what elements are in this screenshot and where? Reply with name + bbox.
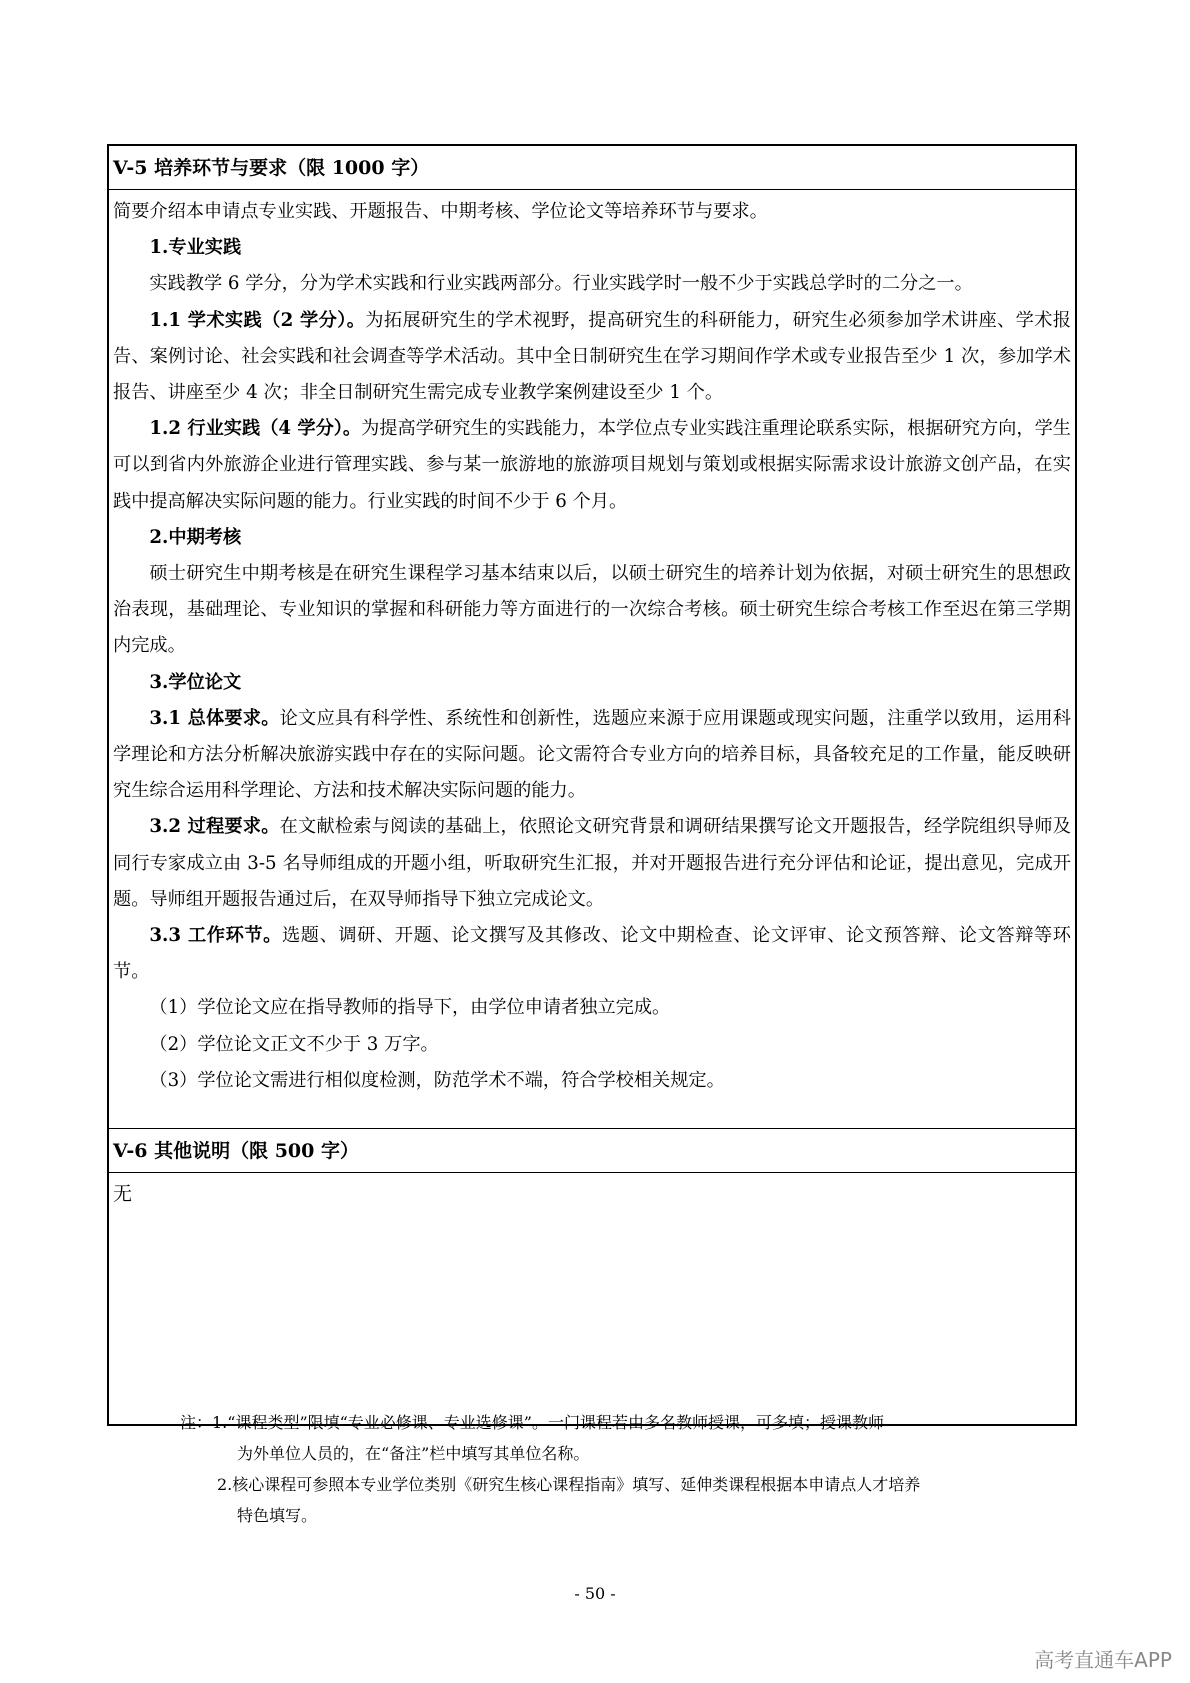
list-item: （1）学位论文应在指导教师的指导下，由学位申请者独立完成。 [149,997,671,1019]
thesis-process-text: 在文献检索与阅读的基础上，依照论文研究背景和调研结果撰写论文开题报告，经学院组织导师及同行专家成立由 3-5 名导师组成的开题小组，听取研究生汇报，并对开题报告进行充分评估和论证，提出意见，完成开题。导师组开题报告通过后，在双导师指导下独立完成论文。 [113,816,1071,910]
training-form-table [107,144,1077,1426]
industry-practice-paragraph [113,411,1071,520]
heading-practice: 1.专业实践 [149,237,242,259]
note-2-line-2: 特色填写。 [237,1506,318,1525]
thesis-steps-text: 选题、调研、开题、论文撰写及其修改、论文中期检查、论文评审、论文预答辩、论文答辩等环节。 [113,925,1071,983]
thesis-general-text: 论文应具有科学性、系统性和创新性，选题应来源于应用课题或现实问题，注重学以致用，运用科学理论和方法分析解决旅游实践中存在的实际问题。论文需符合专业方向的培养目标，具备较充足的工作量，能反映研究生综合运用科学理论、方法和技术解决实际问题的能力。 [113,707,1071,802]
heading-midterm: 2.中期考核 [149,526,242,548]
note-1-line-1: 注：1.“课程类型”限填“专业必修课、专业选修课”。一门课程若由多名教师授课，可多填；授课教师 [180,1413,884,1432]
footnotes [180,1407,1040,1531]
thesis-process-paragraph [113,809,1071,918]
section-v5-body [109,190,1075,1129]
section-v6-body [109,1173,1075,1424]
section-v5-title: V-5 培养环节与要求（限 1000 字） [109,146,1075,190]
thesis-general-paragraph [113,701,1071,810]
thesis-process-label: 3.2 过程要求。 [149,816,280,838]
industry-practice-label: 1.2 行业实践（4 学分）。 [149,418,362,440]
academic-practice-text: 为拓展研究生的学术视野，提高研究生的科研能力，研究生必须参加学术讲座、学术报告、案例讨论、社会实践和社会调查等学术活动。其中全日制研究生在学习期间作学术或专业报告至少 1 次，参加学术报告、讲座至少 4 次；非全日制研究生需完成专业教学案例建设至少 1 个。 [113,309,1071,404]
list-item: （3）学位论文需进行相似度检测，防范学术不端，符合学校相关规定。 [149,1069,725,1091]
page-number: - 50 - [574,1584,616,1603]
industry-practice-text: 为提高学研究生的实践能力，本学位点专业实践注重理论联系实际，根据研究方向，学生可以到省内外旅游企业进行管理实践、参与某一旅游地的旅游项目规划与策划或根据实际需求设计旅游文创产品，在实践中提高解决实际问题的能力。行业实践的时间不少于 6 个月。 [113,418,1071,512]
academic-practice-label: 1.1 学术实践（2 学分）。 [149,309,366,331]
watermark: 高考直通车APP [1034,1648,1172,1672]
section-v6-title: V-6 其他说明（限 500 字） [109,1129,1075,1173]
practice-paragraph: 实践教学 6 学分，分为学术实践和行业实践两部分。行业实践学时一般不少于实践总学时的二分之一。 [149,273,973,295]
section-v6-content: 无 [113,1183,133,1205]
thesis-general-label: 3.1 总体要求。 [149,707,280,729]
note-1-line-2: 为外单位人员的，在“备注”栏中填写其单位名称。 [237,1444,590,1463]
list-item: （2）学位论文正文不少于 3 万字。 [149,1033,439,1055]
midterm-paragraph: 硕士研究生中期考核是在研究生课程学习基本结束以后，以硕士研究生的培养计划为依据，对硕士研究生的思想政治表现，基础理论、专业知识的掌握和科研能力等方面进行的一次综合考核。硕士研究生综合考核工作至迟在第三学期内完成。 [113,563,1071,657]
thesis-steps-paragraph [113,918,1071,990]
heading-thesis: 3.学位论文 [149,671,242,693]
intro-text: 简要介绍本申请点专业实践、开题报告、中期考核、学位论文等培养环节与要求。 [113,201,768,222]
note-2-line-1: 2.核心课程可参照本专业学位类别《研究生核心课程指南》填写、延伸类课程根据本申请点人才培养 [217,1475,921,1494]
thesis-steps-label: 3.3 工作环节。 [149,925,282,947]
academic-practice-paragraph [113,303,1071,412]
